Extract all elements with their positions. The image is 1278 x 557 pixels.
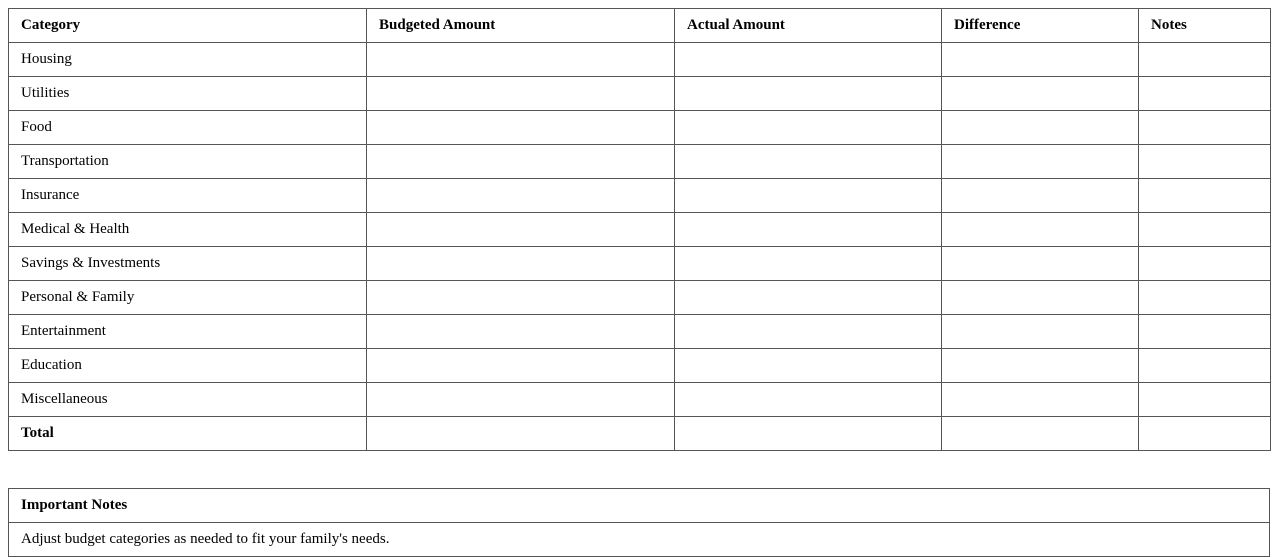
table-row: [9, 247, 1271, 281]
actual-cell[interactable]: [675, 145, 942, 179]
notes-cell[interactable]: [1139, 247, 1271, 281]
budgeted-cell[interactable]: [367, 281, 675, 315]
header-budgeted: Budgeted Amount: [367, 9, 675, 43]
difference-cell[interactable]: [942, 77, 1139, 111]
budgeted-cell[interactable]: [367, 417, 675, 451]
table-row: [9, 213, 1271, 247]
budgeted-cell[interactable]: [367, 77, 675, 111]
difference-cell[interactable]: [942, 383, 1139, 417]
actual-cell[interactable]: [675, 179, 942, 213]
budgeted-cell[interactable]: [367, 43, 675, 77]
table-row: [9, 349, 1271, 383]
budgeted-cell[interactable]: [367, 247, 675, 281]
category-cell: Medical & Health: [9, 213, 367, 247]
note-item: Adjust budget categories as needed to fit your family's needs.: [9, 523, 1270, 557]
total-label: Total: [9, 417, 367, 451]
actual-cell[interactable]: [675, 349, 942, 383]
notes-cell[interactable]: [1139, 281, 1271, 315]
budgeted-cell[interactable]: [367, 213, 675, 247]
category-cell: Insurance: [9, 179, 367, 213]
notes-title: Important Notes: [9, 489, 1270, 523]
difference-cell[interactable]: [942, 111, 1139, 145]
table-row: [9, 417, 1271, 451]
difference-cell[interactable]: [942, 213, 1139, 247]
category-cell: Personal & Family: [9, 281, 367, 315]
budgeted-cell[interactable]: [367, 145, 675, 179]
category-cell: Savings & Investments: [9, 247, 367, 281]
header-category: Category: [9, 9, 367, 43]
category-cell: Transportation: [9, 145, 367, 179]
category-cell: Housing: [9, 43, 367, 77]
difference-cell[interactable]: [942, 349, 1139, 383]
table-row: [9, 281, 1271, 315]
budgeted-cell[interactable]: [367, 179, 675, 213]
budgeted-cell[interactable]: [367, 111, 675, 145]
category-cell: Entertainment: [9, 315, 367, 349]
actual-cell[interactable]: [675, 77, 942, 111]
category-cell: Education: [9, 349, 367, 383]
difference-cell[interactable]: [942, 315, 1139, 349]
actual-cell[interactable]: [675, 111, 942, 145]
actual-cell[interactable]: [675, 213, 942, 247]
actual-cell[interactable]: [675, 383, 942, 417]
category-cell: Utilities: [9, 77, 367, 111]
table-row: [9, 179, 1271, 213]
difference-cell[interactable]: [942, 247, 1139, 281]
category-cell: Miscellaneous: [9, 383, 367, 417]
actual-cell[interactable]: [675, 281, 942, 315]
budgeted-cell[interactable]: [367, 315, 675, 349]
notes-cell[interactable]: [1139, 43, 1271, 77]
header-actual: Actual Amount: [675, 9, 942, 43]
difference-cell[interactable]: [942, 179, 1139, 213]
table-row: [9, 111, 1271, 145]
notes-cell[interactable]: [1139, 145, 1271, 179]
table-row: [9, 383, 1271, 417]
budgeted-cell[interactable]: [367, 383, 675, 417]
header-row: [9, 9, 1271, 43]
actual-cell[interactable]: [675, 417, 942, 451]
notes-cell[interactable]: [1139, 179, 1271, 213]
header-difference: Difference: [942, 9, 1139, 43]
difference-cell[interactable]: [942, 145, 1139, 179]
notes-table: [8, 488, 1270, 557]
notes-cell[interactable]: [1139, 315, 1271, 349]
actual-cell[interactable]: [675, 43, 942, 77]
table-row: [9, 315, 1271, 349]
category-cell: Food: [9, 111, 367, 145]
notes-cell[interactable]: [1139, 213, 1271, 247]
difference-cell[interactable]: [942, 281, 1139, 315]
actual-cell[interactable]: [675, 315, 942, 349]
table-row: [9, 77, 1271, 111]
notes-cell[interactable]: [1139, 417, 1271, 451]
difference-cell[interactable]: [942, 417, 1139, 451]
table-row: [9, 145, 1271, 179]
notes-cell[interactable]: [1139, 383, 1271, 417]
notes-cell[interactable]: [1139, 111, 1271, 145]
budgeted-cell[interactable]: [367, 349, 675, 383]
notes-cell[interactable]: [1139, 77, 1271, 111]
table-row: [9, 43, 1271, 77]
budget-table: [8, 8, 1271, 451]
notes-cell[interactable]: [1139, 349, 1271, 383]
difference-cell[interactable]: [942, 43, 1139, 77]
header-notes: Notes: [1139, 9, 1271, 43]
actual-cell[interactable]: [675, 247, 942, 281]
